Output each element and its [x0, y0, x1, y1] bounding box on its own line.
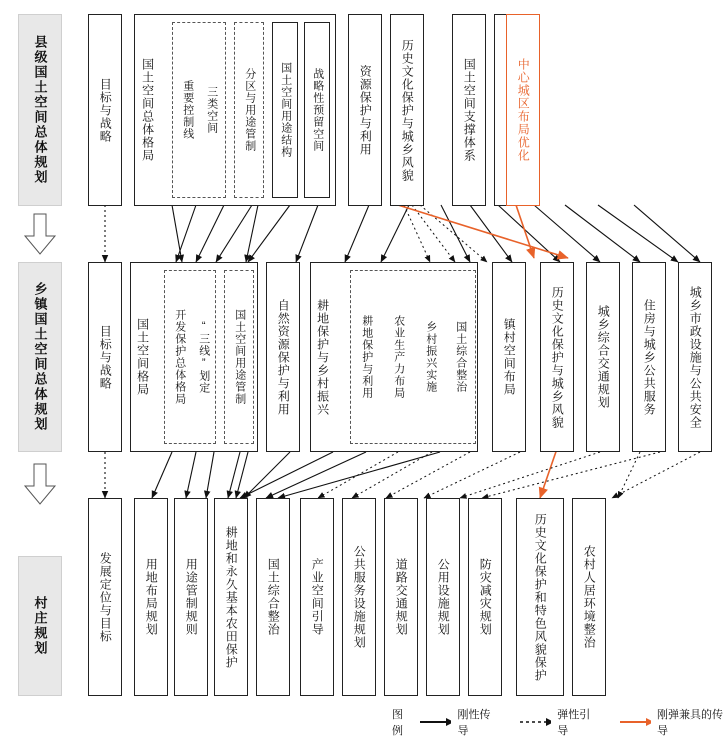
legend: [392, 706, 728, 738]
box-r3-road-label: 道路交通规划: [394, 558, 409, 636]
box-r2-dev-pattern-label: 开发保护总体格局: [173, 309, 186, 405]
legend-both-icon: [618, 716, 651, 728]
box-r2-history-label: 历史文化保护与城乡风貌: [550, 285, 565, 429]
tier-label-county: [18, 14, 62, 206]
legend-elastic-label: 弹性引导: [557, 709, 591, 737]
box-r2-landfix[interactable]: [448, 274, 472, 440]
box-r2-transport-label: 城乡综合交通规划: [596, 305, 611, 409]
box-r3-landfix[interactable]: [256, 498, 290, 696]
box-r1-usestruct-label: 国土空间用途结构: [279, 62, 292, 158]
box-r3-goal-label: 发展定位与目标: [98, 551, 113, 643]
box-r2-housing-label: 住房与城乡公共服务: [642, 298, 657, 416]
box-r3-utility[interactable]: [426, 498, 460, 696]
box-r2-natres-label: 自然资源保护与利用: [276, 298, 291, 416]
box-r3-landuse-label: 用地布局规划: [144, 558, 159, 636]
tier-label-town: [18, 262, 62, 452]
box-r3-history-label: 历史文化保护和特色风貌保护: [533, 512, 548, 682]
box-r2-three-lines-label: “三线”划定: [197, 320, 210, 394]
box-r2-history[interactable]: [540, 262, 574, 452]
box-r2-municipal-label: 城乡市政设施与公共安全: [688, 285, 703, 429]
box-r3-landfix-label: 国土综合整治: [266, 558, 281, 636]
legend-rigid-icon: [418, 716, 451, 728]
legend-title: 图例: [392, 709, 403, 737]
box-r2-rural[interactable]: [418, 274, 442, 440]
box-r2-three-lines[interactable]: [192, 274, 214, 440]
box-r3-disaster[interactable]: [468, 498, 502, 696]
box-r1-zoning[interactable]: [238, 26, 260, 194]
box-r1-support[interactable]: [452, 14, 486, 206]
box-r3-public[interactable]: [342, 498, 376, 696]
box-r3-usecontrol[interactable]: [174, 498, 208, 696]
box-r3-rural-label: 农村人居环境整治: [582, 545, 597, 649]
box-r3-public-label: 公共服务设施规划: [352, 545, 367, 649]
tier-arrow-county-to-town: [23, 212, 57, 256]
box-r2-landfix-label: 国土综合整治: [454, 321, 467, 393]
box-r2-usecontrol-label: 国土空间用途管制: [233, 309, 246, 405]
box-r2-farm-label: 耕地保护与乡村振兴: [315, 298, 330, 416]
box-r2-farm-use-label: 耕地保护与利用: [360, 315, 373, 399]
legend-rigid-label: 刚性传导: [457, 709, 491, 737]
box-r2-goal[interactable]: [88, 262, 122, 452]
tier-arrow-town-to-village: [23, 462, 57, 506]
box-r1-resource[interactable]: [348, 14, 382, 206]
box-r2-usecontrol[interactable]: [228, 274, 250, 440]
legend-elastic-icon: [518, 716, 551, 728]
box-r3-usecontrol-label: 用途管制规则: [184, 558, 199, 636]
box-r1-reserve[interactable]: [304, 22, 330, 198]
box-r3-utility-label: 公用设施规划: [436, 558, 451, 636]
box-r1-center[interactable]: [506, 14, 540, 206]
box-r2-transport[interactable]: [586, 262, 620, 452]
box-r3-industry-label: 产业空间引导: [310, 558, 325, 636]
box-r2-municipal[interactable]: [678, 262, 712, 452]
box-r3-farm[interactable]: [214, 498, 248, 696]
box-r3-goal[interactable]: [88, 498, 122, 696]
tier-label-town-text: 乡镇国土空间总体规划: [32, 282, 48, 432]
tier-label-village-text: 村庄规划: [32, 596, 48, 656]
tier-label-village: [18, 556, 62, 696]
box-r2-farm-use[interactable]: [354, 274, 378, 440]
box-r1-center-label: 中心城区布局优化: [516, 58, 531, 162]
box-r2-townspace-label: 镇村空间布局: [502, 318, 517, 396]
box-r2-agri[interactable]: [386, 274, 410, 440]
box-r1-history-label: 历史文化保护与城乡风貌: [400, 38, 415, 182]
box-r2-dev-pattern[interactable]: [168, 274, 190, 440]
box-r2-pattern-label: 国土空间格局: [135, 318, 150, 396]
box-r3-landuse[interactable]: [134, 498, 168, 696]
box-r3-farm-label: 耕地和永久基本农田保护: [224, 525, 239, 669]
box-r3-road[interactable]: [384, 498, 418, 696]
box-r1-redline[interactable]: [176, 26, 198, 194]
box-r3-disaster-label: 防灾减灾规划: [478, 558, 493, 636]
legend-both-label: 刚弹兼具的传导: [656, 709, 723, 737]
box-r1-redline-label: 重要控制线: [181, 80, 194, 140]
box-r2-rural-label: 乡村振兴实施: [424, 321, 437, 393]
box-r1-support-label: 国土空间支撑体系: [462, 58, 477, 162]
box-r1-goal-label: 目标与战略: [98, 77, 113, 143]
box-r3-industry[interactable]: [300, 498, 334, 696]
box-r1-resource-label: 资源保护与利用: [358, 64, 373, 156]
box-r3-history[interactable]: [516, 498, 564, 696]
box-r1-reserve-label: 战略性预留空间: [311, 68, 324, 152]
box-r2-goal-label: 目标与战略: [98, 324, 113, 390]
box-r1-three[interactable]: [200, 26, 222, 194]
box-r1-history[interactable]: [390, 14, 424, 206]
tier-label-county-text: 县级国土空间总体规划: [32, 35, 48, 185]
box-r1-usestruct[interactable]: [272, 22, 298, 198]
box-r2-townspace[interactable]: [492, 262, 526, 452]
box-r1-goal[interactable]: [88, 14, 122, 206]
box-r2-housing[interactable]: [632, 262, 666, 452]
box-r3-rural[interactable]: [572, 498, 606, 696]
box-r2-natres[interactable]: [266, 262, 300, 452]
box-r1-pattern-label: 国土空间总体格局: [140, 58, 155, 162]
box-r1-three-label: 三类空间: [205, 86, 218, 134]
box-r1-zoning-label: 分区与用途管制: [243, 68, 256, 152]
box-r2-agri-label: 农业生产力布局: [392, 315, 405, 399]
